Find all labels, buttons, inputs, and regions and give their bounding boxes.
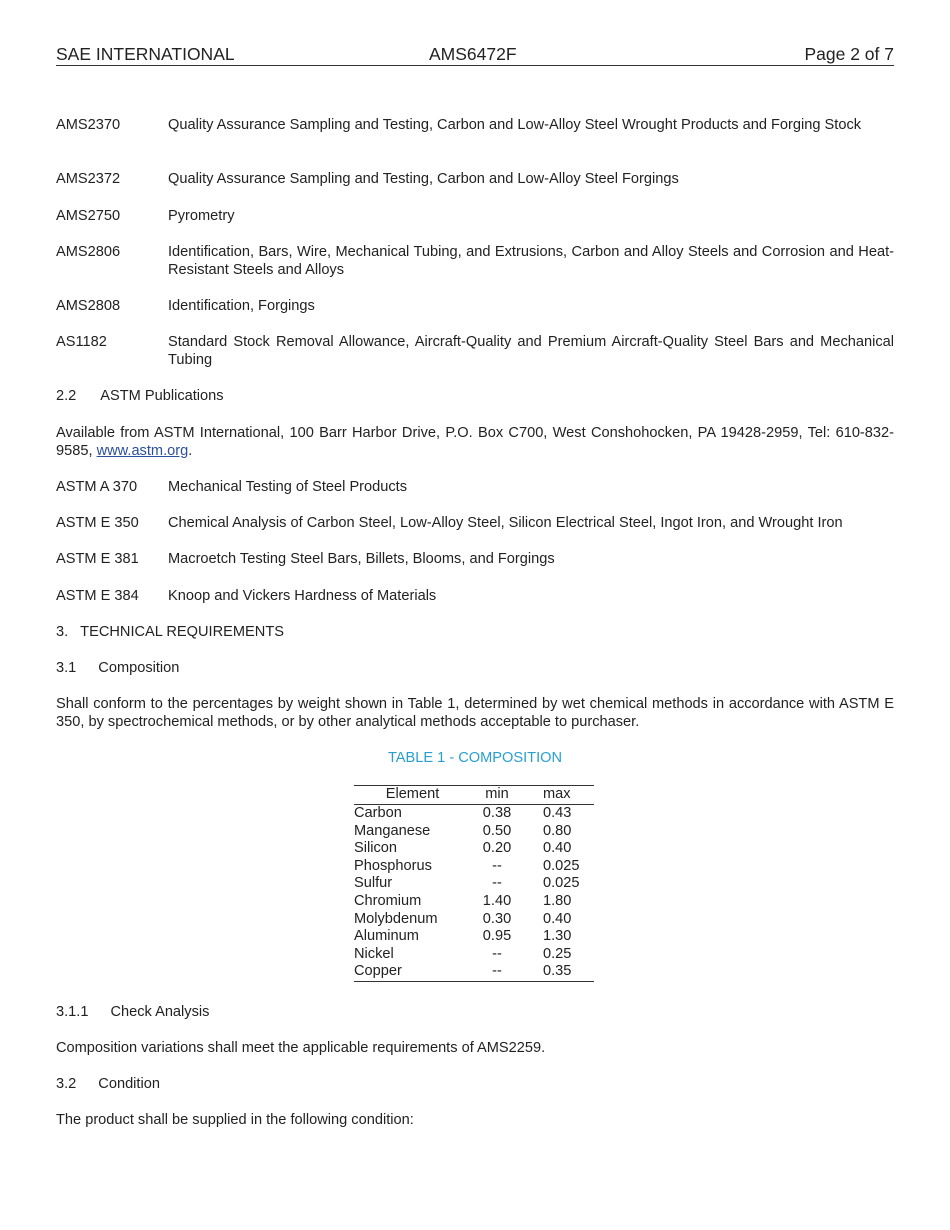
reference-item (56, 478, 894, 496)
section-title: ASTM Publications (100, 388, 224, 404)
reference-code: AMS2750 (56, 208, 121, 224)
min-cell: 0.30 (482, 910, 512, 927)
reference-item (56, 297, 894, 315)
section-3-2-heading (56, 1075, 894, 1093)
table-row (354, 823, 594, 841)
section-number: 3.1.1 (56, 1004, 89, 1020)
reference-code: AMS2370 (56, 117, 121, 133)
element-cell: Chromium (354, 892, 422, 909)
section-title: TECHNICAL REQUIREMENTS (80, 624, 284, 640)
reference-code: AS1182 (56, 334, 107, 350)
max-cell: 0.40 (543, 910, 572, 927)
reference-title: Standard Stock Removal Allowance, Aircraft-Quality and Premium Aircraft-Quality Steel Bars and Mechanical Tubing (168, 334, 894, 368)
table-row (354, 875, 594, 893)
max-cell: 0.35 (523, 963, 594, 981)
reference-code: AMS2372 (56, 171, 121, 187)
max-cell: 0.025 (543, 857, 580, 874)
max-cell: 0.43 (543, 805, 572, 821)
section-title: Composition (98, 660, 180, 676)
reference-title: Pyrometry (168, 208, 235, 224)
max-cell: 0.40 (543, 840, 572, 857)
min-cell: -- (492, 875, 502, 892)
reference-item (56, 170, 894, 188)
table-header-row (354, 786, 594, 805)
reference-title: Identification, Forgings (168, 298, 315, 314)
max-cell: 1.80 (543, 892, 572, 909)
section-2-2-heading (56, 387, 894, 405)
reference-title: Macroetch Testing Steel Bars, Billets, Blooms, and Forgings (168, 551, 555, 567)
min-cell: -- (492, 945, 502, 962)
reference-title: Quality Assurance Sampling and Testing, Carbon and Low-Alloy Steel Wrought Products and Forging Stock (168, 117, 862, 133)
header-page-number: Page 2 of 7 (804, 44, 894, 64)
reference-title: Knoop and Vickers Hardness of Materials (168, 588, 437, 604)
min-cell: 1.40 (482, 892, 512, 909)
astm-website-link[interactable]: www.astm.org (96, 443, 189, 459)
min-cell: -- (471, 963, 523, 981)
column-header-element: Element (354, 786, 471, 805)
element-cell: Aluminum (354, 928, 419, 945)
max-cell: 1.30 (543, 928, 572, 945)
reference-item (56, 243, 894, 279)
element-cell: Molybdenum (354, 910, 438, 927)
element-cell: Carbon (354, 805, 402, 821)
availability-text: Available from ASTM International, 100 Barr Harbor Drive, P.O. Box C700, West Conshohocken, PA 19428-2959, Tel: 610-832-9585, (56, 425, 894, 459)
reference-item (56, 550, 894, 568)
reference-item (56, 587, 894, 605)
element-cell: Nickel (354, 945, 394, 962)
section-number: 2.2 (56, 388, 77, 404)
element-cell: Manganese (354, 822, 431, 839)
section-3-heading (56, 623, 894, 641)
element-cell: Sulfur (354, 875, 393, 892)
reference-code: ASTM E 350 (56, 515, 139, 531)
reference-code: AMS2808 (56, 298, 121, 314)
reference-title: Identification, Bars, Wire, Mechanical Tubing, and Extrusions, Carbon and Alloy Steels and Corrosion and Heat-Resistant Steels and Alloys (168, 244, 894, 278)
table-row (354, 893, 594, 911)
reference-code: ASTM A 370 (56, 479, 138, 495)
reference-item (56, 207, 894, 225)
table-row (354, 911, 594, 929)
min-cell: -- (492, 857, 502, 874)
min-cell: 0.38 (482, 805, 512, 821)
reference-title: Quality Assurance Sampling and Testing, Carbon and Low-Alloy Steel Forgings (168, 171, 679, 187)
condition-paragraph: The product shall be supplied in the following condition: (56, 1112, 414, 1128)
table-row (354, 840, 594, 858)
min-cell: 0.95 (482, 928, 512, 945)
max-cell: 0.025 (543, 875, 580, 892)
column-header-min: min (471, 786, 523, 805)
header-organization: SAE INTERNATIONAL (56, 44, 235, 64)
reference-item (56, 514, 894, 532)
element-cell: Copper (354, 963, 471, 981)
reference-code: AMS2806 (56, 244, 121, 260)
section-title: Check Analysis (110, 1004, 210, 1020)
availability-trailing: . (188, 443, 193, 459)
element-cell: Silicon (354, 840, 397, 857)
check-analysis-paragraph: Composition variations shall meet the applicable requirements of AMS2259. (56, 1040, 546, 1056)
min-cell: 0.50 (482, 822, 512, 839)
max-cell: 0.80 (543, 822, 572, 839)
reference-code: ASTM E 381 (56, 551, 139, 567)
min-cell: 0.20 (482, 840, 512, 857)
table-row (354, 928, 594, 946)
table-caption: TABLE 1 - COMPOSITION (387, 750, 563, 766)
column-header-max: max (523, 786, 594, 805)
page-header (56, 44, 894, 66)
reference-code: ASTM E 384 (56, 588, 139, 604)
reference-item (56, 116, 894, 134)
table-row (354, 963, 594, 981)
table-row (354, 946, 594, 964)
section-number: 3. (56, 624, 69, 640)
table-row (354, 858, 594, 876)
section-number: 3.1 (56, 660, 77, 676)
section-title: Condition (98, 1076, 160, 1092)
max-cell: 0.25 (543, 945, 572, 962)
section-3-1-1-heading (56, 1003, 894, 1021)
table-row (354, 805, 594, 823)
element-cell: Phosphorus (354, 857, 432, 874)
section-number: 3.2 (56, 1076, 77, 1092)
composition-table (354, 785, 594, 982)
composition-paragraph: Shall conform to the percentages by weight shown in Table 1, determined by wet chemical methods in accordance with ASTM E 350, by spectrochemical methods, or by other analytical methods acceptable to purchaser. (56, 696, 894, 730)
reference-title: Chemical Analysis of Carbon Steel, Low-Alloy Steel, Silicon Electrical Steel, Ingot Iron, and Wrought Iron (168, 515, 843, 531)
reference-item (56, 333, 894, 369)
section-3-1-heading (56, 659, 894, 677)
header-document-number: AMS6472F (429, 44, 517, 64)
astm-availability-paragraph (56, 424, 894, 460)
reference-title: Mechanical Testing of Steel Products (168, 479, 408, 495)
